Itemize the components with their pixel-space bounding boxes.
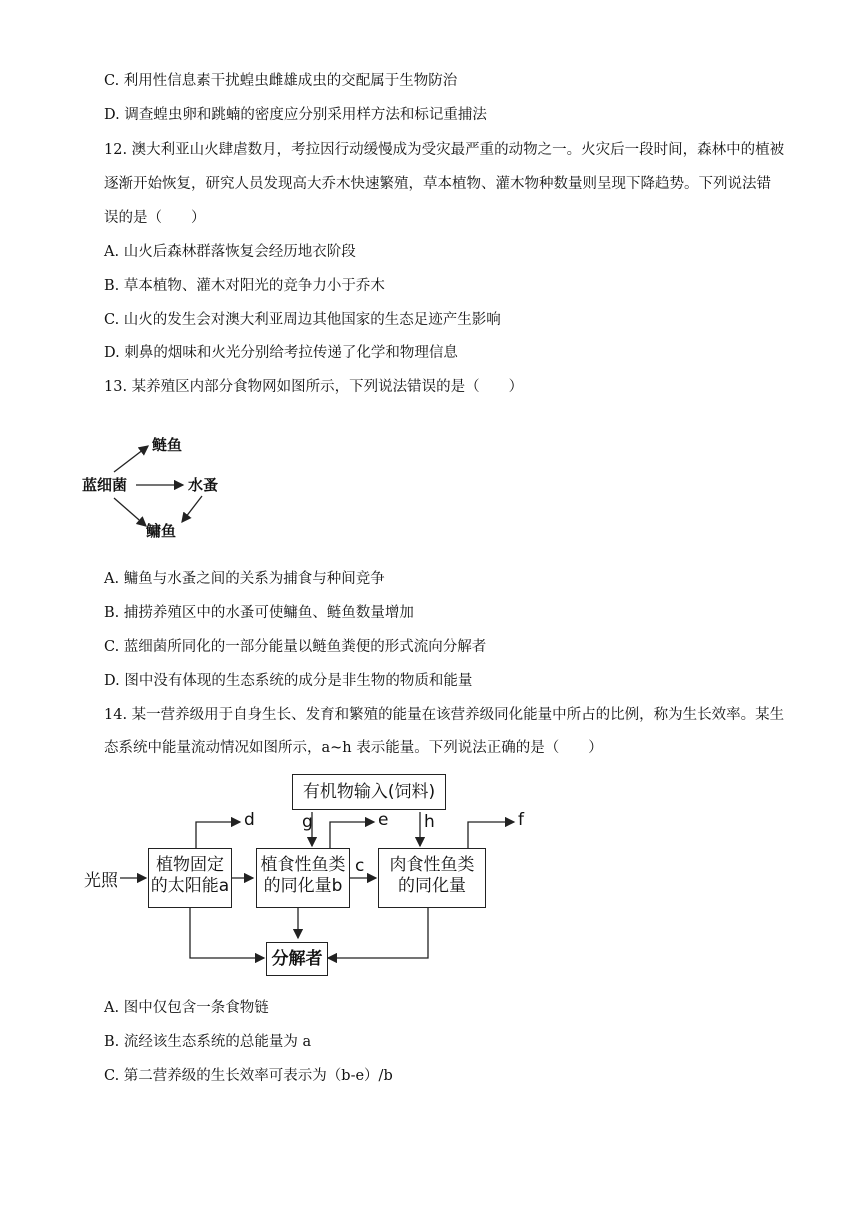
question-14-line1: 14. 某一营养级用于自身生长、发育和繁殖的能量在该营养级同化能量中所占的比例，称为生长效率。某生 xyxy=(104,707,785,723)
question-14-line2: 态系统中能量流动情况如图所示，a~h 表示能量。下列说法正确的是（ ） xyxy=(104,740,603,756)
q12-option-b: B. 草本植物、灌木对阳光的竞争力小于乔木 xyxy=(104,278,385,294)
herbivore-line1: 植食性鱼类 xyxy=(260,855,346,875)
carnivore-box xyxy=(378,848,486,908)
label-c: c xyxy=(355,856,365,876)
question-12-line3: 误的是（ ） xyxy=(104,210,206,226)
producer-line1: 植物固定 xyxy=(156,855,224,875)
q13-option-d: D. 图中没有体现的生态系统的成分是非生物的物质和能量 xyxy=(104,673,473,689)
question-12-line1: 12. 澳大利亚山火肆虐数月，考拉因行动缓慢成为受灾最严重的动物之一。火灾后一段时间，森林中的植被 xyxy=(104,142,785,158)
q13-option-b: B. 捕捞养殖区中的水蚤可使鳙鱼、鲢鱼数量增加 xyxy=(104,605,414,621)
q14-option-a: A. 图中仅包含一条食物链 xyxy=(104,1000,269,1016)
node-cyanobacteria: 蓝细菌 xyxy=(82,476,128,494)
question-12-line2: 逐渐开始恢复，研究人员发现高大乔木快速繁殖，草本植物、灌木物种数量则呈现下降趋势。下列说法错 xyxy=(104,176,771,192)
producer-box xyxy=(148,848,232,908)
herbivore-box xyxy=(256,848,350,908)
light-label: 光照 xyxy=(84,871,118,891)
node-top-fish: 鲢鱼 xyxy=(152,436,183,454)
producer-line2: 的太阳能a xyxy=(150,876,230,896)
label-e: e xyxy=(378,810,389,830)
node-bottom-fish: 鳙鱼 xyxy=(146,522,177,540)
q14-option-c: C. 第二营养级的生长效率可表示为（b-e）/b xyxy=(104,1068,393,1084)
option-12c-prev: C. 利用性信息素干扰蝗虫雌雄成虫的交配属于生物防治 xyxy=(104,73,458,89)
feed-input-box: 有机物输入(饲料) xyxy=(292,774,446,810)
carnivore-line1: 肉食性鱼类 xyxy=(389,855,475,875)
label-f: f xyxy=(518,810,524,830)
energy-flow-diagram xyxy=(80,770,540,980)
decomposer-box: 分解者 xyxy=(266,942,328,976)
q12-option-c: C. 山火的发生会对澳大利亚周边其他国家的生态足迹产生影响 xyxy=(104,312,501,328)
label-g: g xyxy=(302,812,313,832)
label-h: h xyxy=(424,812,435,832)
label-d: d xyxy=(244,810,255,830)
q12-option-d: D. 刺鼻的烟味和火光分别给考拉传递了化学和物理信息 xyxy=(104,345,458,361)
option-12d-prev: D. 调查蝗虫卵和跳蝻的密度应分别采用样方法和标记重捕法 xyxy=(104,107,487,123)
q14-option-b: B. 流经该生态系统的总能量为 a xyxy=(104,1034,312,1050)
node-water-flea: 水蚤 xyxy=(188,476,219,494)
q13-option-a: A. 鳙鱼与水蚤之间的关系为捕食与种间竞争 xyxy=(104,571,385,587)
carnivore-line2: 的同化量 xyxy=(398,876,466,896)
food-web-diagram xyxy=(80,430,240,550)
question-13: 13. 某养殖区内部分食物网如图所示，下列说法错误的是（ ） xyxy=(104,379,524,395)
q13-option-c: C. 蓝细菌所同化的一部分能量以鲢鱼粪便的形式流向分解者 xyxy=(104,639,487,655)
q12-option-a: A. 山火后森林群落恢复会经历地衣阶段 xyxy=(104,244,356,260)
herbivore-line2: 的同化量b xyxy=(263,876,343,896)
